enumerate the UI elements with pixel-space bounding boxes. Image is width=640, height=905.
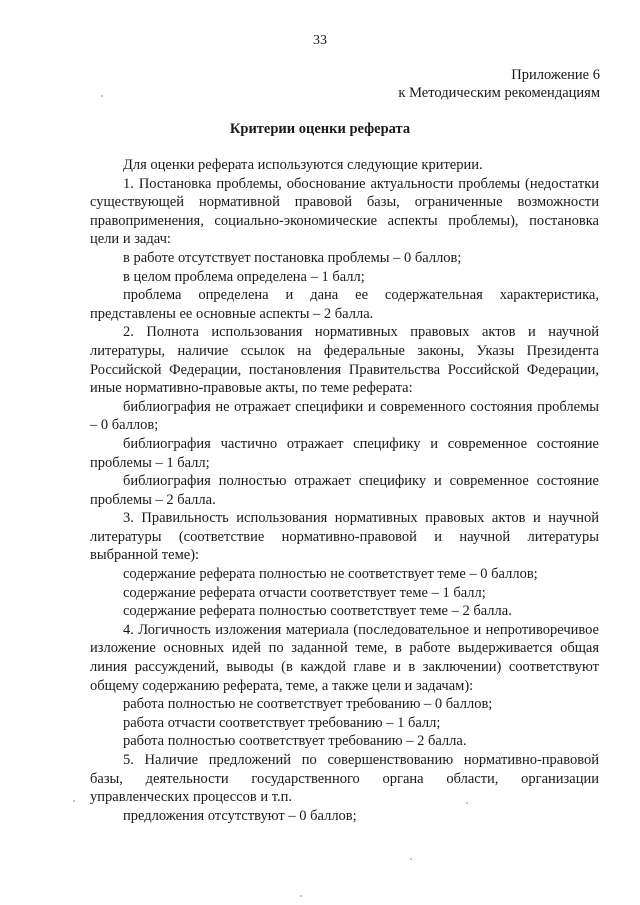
criterion-4-score-1: работа отчасти соответствует требованию – 1 балл; bbox=[123, 714, 441, 731]
appendix-line-1: Приложение 6 bbox=[511, 67, 600, 83]
document-body bbox=[90, 156, 599, 825]
criterion-3-score-0: содержание реферата полностью не соответствует теме – 0 баллов; bbox=[123, 566, 538, 583]
criterion-3-heading: 3. Правильность использования нормативных правовых актов и научной литературы (соответствие нормативно-правовой и научной литературы выбранной теме): bbox=[90, 510, 599, 564]
appendix-reference bbox=[398, 66, 600, 102]
scan-speck bbox=[466, 802, 468, 804]
criterion-5-score-0: предложения отсутствуют – 0 баллов; bbox=[123, 807, 357, 824]
criterion-1-score-0: в работе отсутствует постановка проблемы – 0 баллов; bbox=[123, 249, 462, 266]
scan-speck bbox=[410, 858, 412, 860]
page-number: 33 bbox=[313, 33, 327, 48]
criterion-3-score-2: содержание реферата полностью соответствует теме – 2 балла. bbox=[123, 603, 512, 620]
criterion-4-score-0: работа полностью не соответствует требованию – 0 баллов; bbox=[123, 696, 493, 713]
scan-speck bbox=[300, 895, 302, 897]
scan-speck bbox=[73, 800, 75, 802]
criterion-2-score-1: библиография частично отражает специфику и современное состояние проблемы – 1 балл; bbox=[90, 435, 599, 471]
criterion-2-score-0: библиография не отражает специфики и современного состояния проблемы – 0 баллов; bbox=[90, 398, 599, 434]
criterion-4-heading: 4. Логичность изложения материала (последовательное и непротиворечивое изложение основных идей по заданной теме, в работе выдерживается общая линия рассуждений, выводы (в каждой главе и в заключении) соответствуют общему содержанию реферата, теме, а также цели и задачам): bbox=[90, 621, 599, 694]
criterion-3-score-1: содержание реферата отчасти соответствует теме – 1 балл; bbox=[123, 584, 486, 601]
criterion-1-score-1: в целом проблема определена – 1 балл; bbox=[123, 268, 365, 285]
document-title: Критерии оценки реферата bbox=[229, 121, 411, 137]
criterion-1-score-2: проблема определена и дана ее содержательная характеристика, представлены ее основные аспекты – 2 балла. bbox=[90, 287, 599, 322]
paragraph-intro: Для оценки реферата используются следующие критерии. bbox=[123, 157, 483, 173]
criterion-2-score-2: библиография полностью отражает специфику и современное состояние проблемы – 2 балла. bbox=[90, 473, 599, 508]
criterion-1-heading: 1. Постановка проблемы, обоснование актуальности проблемы (недостатки существующей нормативной правовой базы, ограниченные возможности правоприменения, социально-экономические аспекты проблемы), постановка цели и задач: bbox=[90, 175, 599, 248]
scan-speck bbox=[101, 95, 103, 97]
criterion-4-score-2: работа полностью соответствует требованию – 2 балла. bbox=[123, 733, 467, 750]
criterion-2-heading: 2. Полнота использования нормативных правовых актов и научной литературы, наличие ссылок на федеральные законы, Указы Президента Российской Федерации, постановления Правительства Российской Федерации, иные нормативно-правовые акты, по теме реферата: bbox=[90, 324, 599, 397]
criterion-5-heading: 5. Наличие предложений по совершенствованию нормативно-правовой базы, деятельности государственного органа области, организации управленческих процессов и т.п. bbox=[90, 752, 599, 806]
appendix-line-2: к Методическим рекомендациям bbox=[398, 85, 600, 101]
